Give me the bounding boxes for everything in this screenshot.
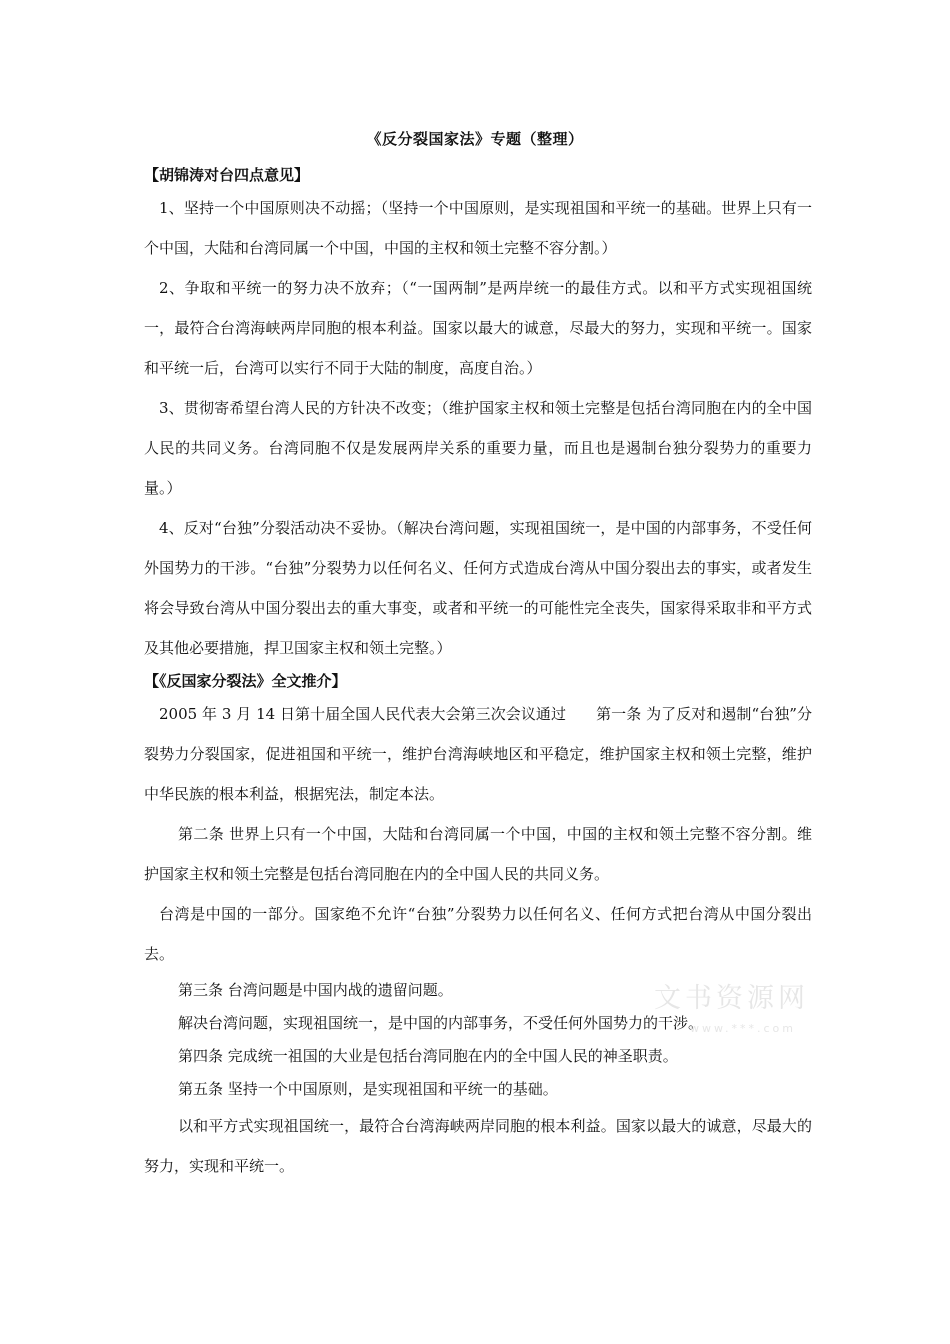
point-1: 1、坚持一个中国原则决不动摇；（坚持一个中国原则，是实现祖国和平统一的基础。世界上只有一个中国，大陆和台湾同属一个中国，中国的主权和领土完整不容分割。） [144,199,812,257]
law-article-5: 第五条 坚持一个中国原则，是实现祖国和平统一的基础。 [178,1080,558,1098]
section-heading-four-points: 【胡锦涛对台四点意见】 [144,166,310,184]
point-3: 3、贯彻寄希望台湾人民的方针决不改变；（维护国家主权和领土完整是包括台湾同胞在内的全中国人民的共同义务。台湾同胞不仅是发展两岸关系的重要力量，而且也是遏制台独分裂势力的重要力量。） [144,399,812,497]
watermark-sub: www.***.com [690,1022,796,1035]
law-article-5-cont: 以和平方式实现祖国统一，最符合台湾海峡两岸同胞的根本利益。国家以最大的诚意，尽最大的努力，实现和平统一。 [144,1117,812,1175]
section-heading-law-text: 【《反国家分裂法》全文推介】 [144,672,347,690]
point-2: 2、争取和平统一的努力决不放弃；（“一国两制”是两岸统一的最佳方式。以和平方式实现祖国统一，最符合台湾海峡两岸同胞的根本利益。国家以最大的诚意，尽最大的努力，实现和平统一。国家和平统一后，台湾可以实行不同于大陆的制度，高度自治。） [144,279,812,377]
law-article-2: 第二条 世界上只有一个中国，大陆和台湾同属一个中国，中国的主权和领土完整不容分割。维护国家主权和领土完整是包括台湾同胞在内的全中国人民的共同义务。 [144,825,812,883]
watermark [654,984,854,1044]
watermark-main: 文书资源网 [654,983,809,1014]
law-article-3-cont: 解决台湾问题，实现祖国统一，是中国的内部事务，不受任何外国势力的干涉。 [178,1014,704,1032]
law-article-3: 第三条 台湾问题是中国内战的遗留问题。 [178,981,453,999]
document-title: 《反分裂国家法》专题（整理） [366,130,584,148]
law-article-1: 2005 年 3 月 14 日第十届全国人民代表大会第三次会议通过 第一条 为了反对和遏制“台独”分裂势力分裂国家，促进祖国和平统一，维护台湾海峡地区和平稳定，维护国家主权和领土完整，维护中华民族的根本利益，根据宪法，制定本法。 [144,705,812,803]
point-4: 4、反对“台独”分裂活动决不妥协。（解决台湾问题，实现祖国统一，是中国的内部事务，不受任何外国势力的干涉。“台独”分裂势力以任何名义、任何方式造成台湾从中国分裂出去的事实，或者发生将会导致台湾从中国分裂出去的重大事变，或者和平统一的可能性完全丧失，国家得采取非和平方式及其他必要措施，捍卫国家主权和领土完整。） [144,519,812,657]
law-article-2-cont: 台湾是中国的一部分。国家绝不允许“台独”分裂势力以任何名义、任何方式把台湾从中国分裂出去。 [144,905,812,963]
law-article-4: 第四条 完成统一祖国的大业是包括台湾同胞在内的全中国人民的神圣职责。 [178,1047,678,1065]
